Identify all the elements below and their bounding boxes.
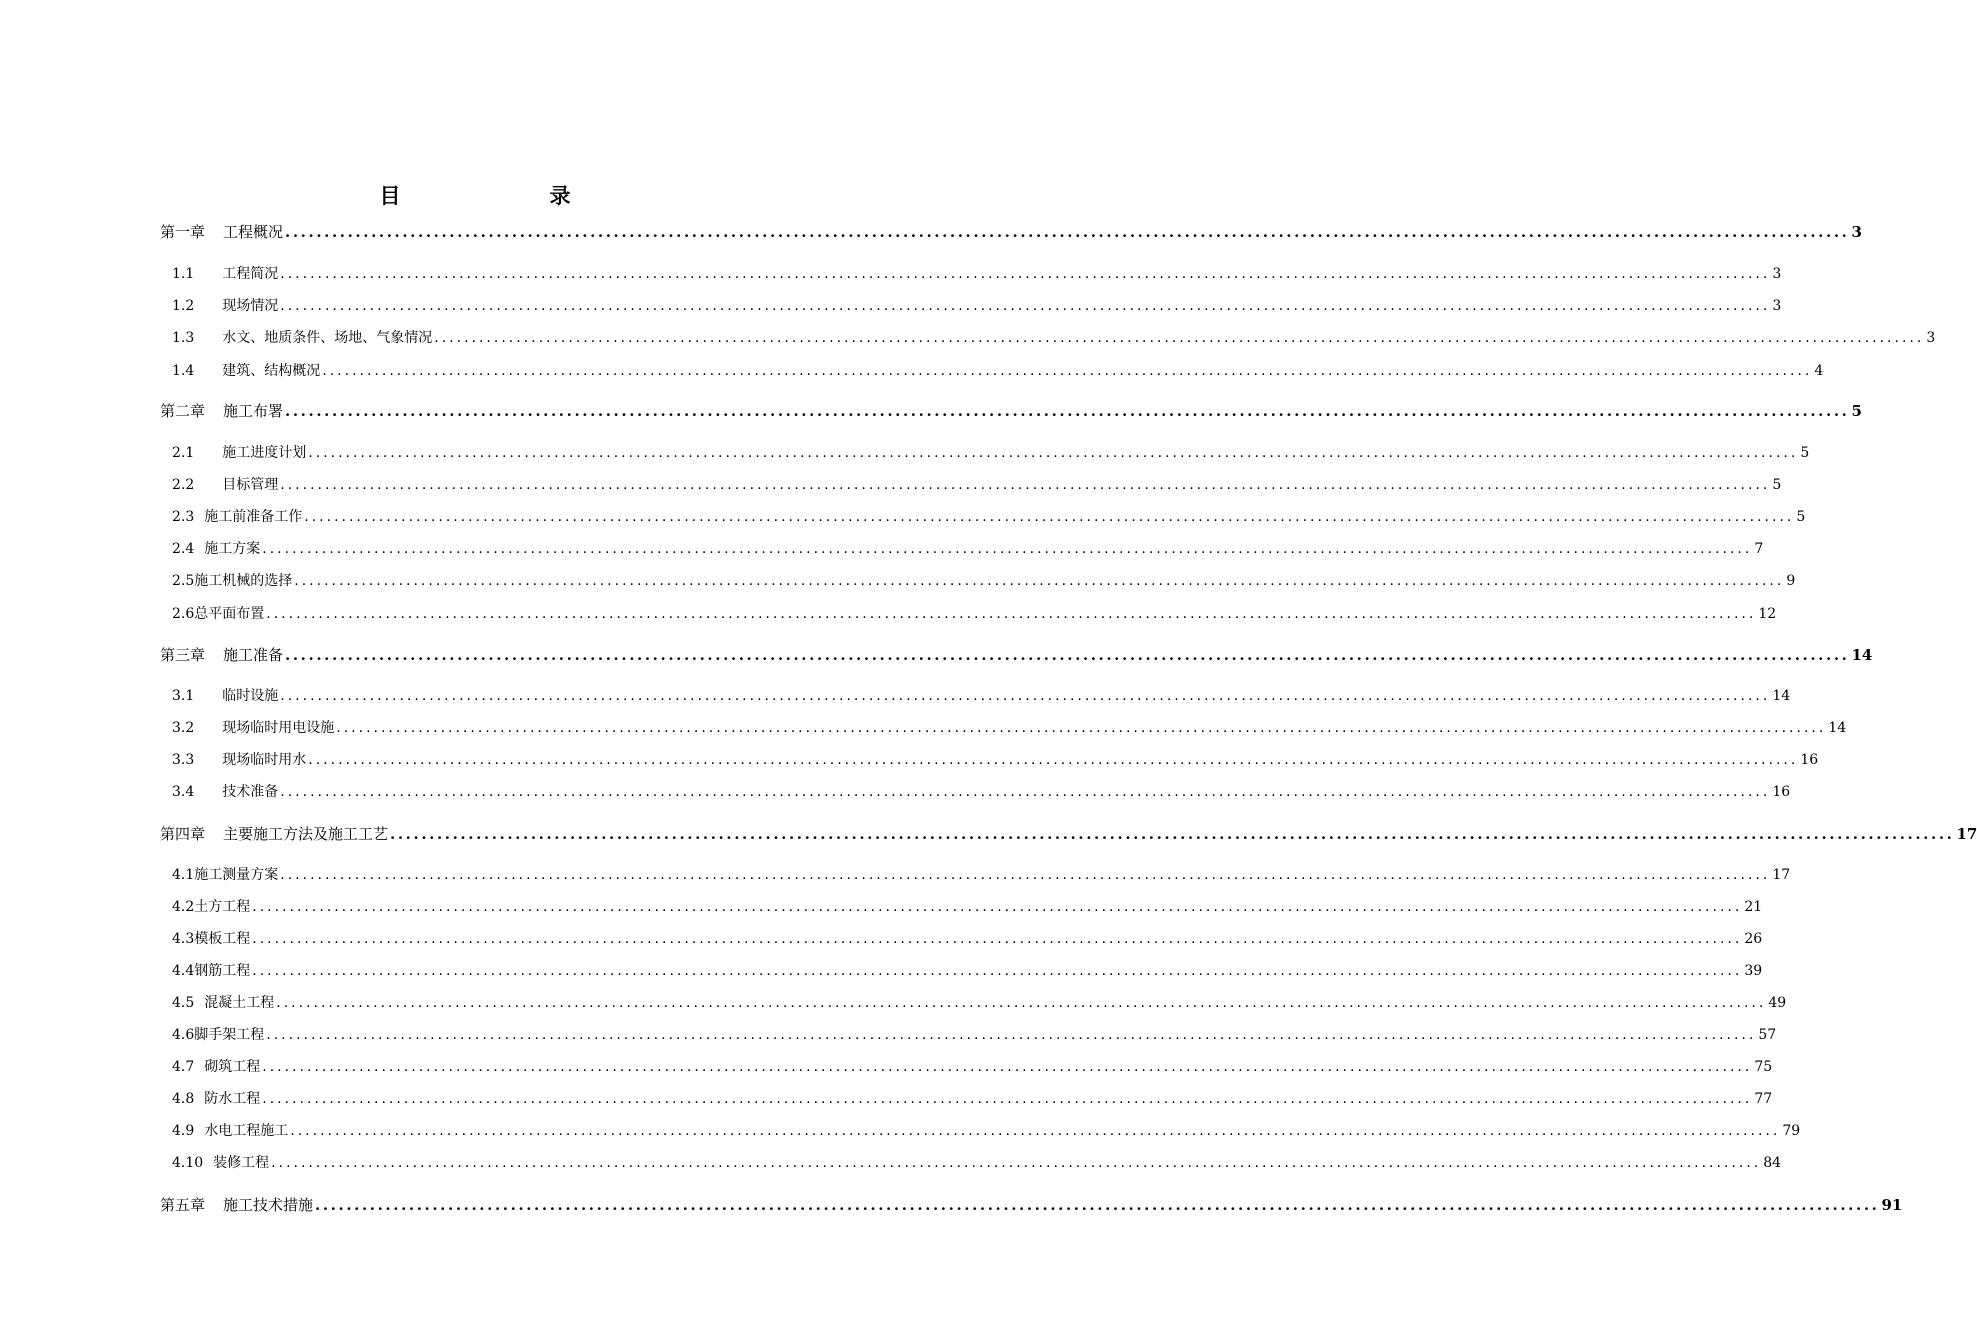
toc-section-entry[interactable] bbox=[172, 359, 1824, 383]
dot-leader: ........................................................................................................................................................................................................ bbox=[271, 1155, 1762, 1171]
toc-entry-heading bbox=[172, 505, 302, 529]
toc-entry-page-number: 7 bbox=[1754, 541, 1764, 557]
toc-entry-label: 总平面布置 bbox=[194, 606, 265, 622]
toc-entry-label: 模板工程 bbox=[194, 931, 251, 947]
toc-entry-page-number: 16 bbox=[1800, 752, 1819, 768]
toc-entry-number: 2.6 bbox=[172, 606, 195, 622]
toc-entry-number: 4.1 bbox=[172, 867, 195, 883]
toc-entry-heading bbox=[172, 1055, 260, 1079]
toc-section-entry[interactable] bbox=[172, 537, 1764, 561]
toc-entry-number: 4.2 bbox=[172, 899, 195, 915]
dot-leader: ........................................................................................................................................................................................................ bbox=[315, 1196, 1880, 1214]
toc-chapter-entry[interactable] bbox=[160, 220, 1862, 244]
toc-entry-page-number: 3 bbox=[1851, 223, 1862, 241]
toc-entry-heading bbox=[172, 537, 260, 561]
toc-section-entry[interactable] bbox=[172, 1055, 1773, 1079]
toc-entry-label: 混凝土工程 bbox=[204, 995, 275, 1011]
toc-section-entry[interactable] bbox=[172, 716, 1847, 740]
toc-entry-heading bbox=[172, 748, 306, 772]
toc-entry-number: 1.2 bbox=[172, 298, 195, 314]
toc-section-entry[interactable] bbox=[172, 895, 1763, 919]
toc-section-entry[interactable] bbox=[172, 863, 1791, 887]
toc-entry-heading bbox=[172, 1087, 260, 1111]
dot-leader: ........................................................................................................................................................................................................ bbox=[280, 867, 1771, 883]
toc-entry-page-number: 49 bbox=[1768, 995, 1787, 1011]
toc-entry-heading bbox=[172, 684, 278, 708]
toc-entry-page-number: 21 bbox=[1744, 899, 1763, 915]
dot-leader: ........................................................................................................................................................................................................ bbox=[280, 298, 1771, 314]
toc-section-entry[interactable] bbox=[172, 441, 1810, 465]
toc-entry-page-number: 84 bbox=[1763, 1155, 1782, 1171]
toc-entry-page-number: 5 bbox=[1800, 445, 1810, 461]
toc-entry-page-number: 17 bbox=[1956, 825, 1977, 843]
toc-entry-page-number: 5 bbox=[1851, 402, 1862, 420]
toc-section-entry[interactable] bbox=[172, 505, 1806, 529]
dot-leader: ........................................................................................................................................................................................................ bbox=[390, 825, 1955, 843]
toc-entry-label: 施工前准备工作 bbox=[204, 509, 303, 525]
toc-entry-number: 2.5 bbox=[172, 573, 195, 589]
toc-entry-heading bbox=[172, 326, 432, 350]
toc-entry-heading bbox=[172, 1023, 264, 1047]
toc-entry-heading bbox=[160, 822, 388, 846]
dot-leader: ........................................................................................................................................................................................................ bbox=[266, 606, 1757, 622]
toc-entry-number: 1.3 bbox=[172, 330, 195, 346]
toc-entry-label: 目标管理 bbox=[222, 477, 279, 493]
toc-entry-number: 4.6 bbox=[172, 1027, 195, 1043]
dot-leader: ........................................................................................................................................................................................................ bbox=[322, 363, 1813, 379]
dot-leader: ........................................................................................................................................................................................................ bbox=[290, 1123, 1781, 1139]
toc-section-entry[interactable] bbox=[172, 991, 1787, 1015]
toc-entry-label: 施工方案 bbox=[204, 541, 261, 557]
dot-leader: ........................................................................................................................................................................................................ bbox=[262, 1059, 1753, 1075]
toc-entry-number: 4.9 bbox=[172, 1123, 195, 1139]
toc-entry-number: 第四章 bbox=[160, 825, 206, 843]
toc-entry-number: 2.2 bbox=[172, 477, 195, 493]
toc-entry-heading bbox=[172, 895, 250, 919]
toc-entry-heading bbox=[172, 294, 278, 318]
toc-chapter-entry[interactable] bbox=[160, 1193, 1903, 1217]
toc-entry-page-number: 12 bbox=[1758, 606, 1777, 622]
dot-leader: ........................................................................................................................................................................................................ bbox=[308, 752, 1799, 768]
toc-chapter-entry[interactable] bbox=[160, 643, 1873, 667]
dot-leader: ........................................................................................................................................................................................................ bbox=[434, 330, 1925, 346]
toc-entry-heading bbox=[172, 991, 274, 1015]
dot-leader: ........................................................................................................................................................................................................ bbox=[280, 688, 1771, 704]
dot-leader: ........................................................................................................................................................................................................ bbox=[266, 1027, 1757, 1043]
toc-section-entry[interactable] bbox=[172, 1119, 1801, 1143]
toc-entry-label: 建筑、结构概况 bbox=[222, 363, 321, 379]
dot-leader: ........................................................................................................................................................................................................ bbox=[308, 445, 1799, 461]
toc-entry-number: 1.1 bbox=[172, 266, 195, 282]
toc-section-entry[interactable] bbox=[172, 1087, 1773, 1111]
dot-leader: ........................................................................................................................................................................................................ bbox=[285, 223, 1850, 241]
dot-leader: ........................................................................................................................................................................................................ bbox=[280, 784, 1771, 800]
toc-entry-page-number: 91 bbox=[1881, 1196, 1903, 1214]
toc-entry-number: 3.3 bbox=[172, 752, 195, 768]
toc-entry-number: 4.7 bbox=[172, 1059, 195, 1075]
toc-section-entry[interactable] bbox=[172, 748, 1819, 772]
toc-entry-page-number: 3 bbox=[1772, 298, 1782, 314]
toc-entry-page-number: 57 bbox=[1758, 1027, 1777, 1043]
dot-leader: ........................................................................................................................................................................................................ bbox=[304, 509, 1795, 525]
toc-entry-page-number: 14 bbox=[1828, 720, 1847, 736]
toc-entry-label: 施工测量方案 bbox=[194, 867, 279, 883]
toc-entry-label: 主要施工方法及施工工艺 bbox=[223, 825, 389, 843]
toc-entry-page-number: 3 bbox=[1772, 266, 1782, 282]
toc-entry-page-number: 77 bbox=[1754, 1091, 1773, 1107]
toc-section-entry[interactable] bbox=[172, 294, 1782, 318]
toc-entry-label: 施工布署 bbox=[223, 402, 284, 420]
toc-entry-label: 砌筑工程 bbox=[204, 1059, 261, 1075]
toc-chapter-entry[interactable] bbox=[160, 822, 1977, 846]
toc-entry-label: 水电工程施工 bbox=[204, 1123, 289, 1139]
toc-entry-heading bbox=[172, 441, 306, 465]
dot-leader: ........................................................................................................................................................................................................ bbox=[252, 963, 1743, 979]
page-title: 目 录 bbox=[379, 183, 635, 208]
toc-section-entry[interactable] bbox=[172, 602, 1777, 626]
toc-entry-heading bbox=[172, 780, 278, 804]
toc-entry-number: 3.1 bbox=[172, 688, 195, 704]
dot-leader: ........................................................................................................................................................................................................ bbox=[276, 995, 1767, 1011]
toc-entry-heading bbox=[160, 220, 283, 244]
toc-entry-heading bbox=[172, 359, 320, 383]
toc-section-entry[interactable] bbox=[172, 262, 1782, 286]
toc-entry-heading bbox=[172, 927, 250, 951]
toc-entry-page-number: 5 bbox=[1772, 477, 1782, 493]
toc-entry-heading bbox=[160, 1193, 313, 1217]
toc-section-entry[interactable] bbox=[172, 959, 1763, 983]
toc-entry-page-number: 39 bbox=[1744, 963, 1763, 979]
toc-entry-page-number: 4 bbox=[1814, 363, 1824, 379]
toc-entry-heading bbox=[172, 959, 250, 983]
toc-section-entry[interactable] bbox=[172, 326, 1936, 350]
toc-section-entry[interactable] bbox=[172, 780, 1791, 804]
dot-leader: ........................................................................................................................................................................................................ bbox=[252, 931, 1743, 947]
dot-leader: ........................................................................................................................................................................................................ bbox=[336, 720, 1827, 736]
toc-entry-page-number: 14 bbox=[1851, 646, 1873, 664]
toc-entry-number: 4.3 bbox=[172, 931, 195, 947]
toc-entry-number: 3.4 bbox=[172, 784, 195, 800]
toc-entry-heading bbox=[172, 1119, 288, 1143]
toc-entry-page-number: 79 bbox=[1782, 1123, 1801, 1139]
toc-entry-heading bbox=[172, 863, 278, 887]
toc-entry-label: 施工进度计划 bbox=[222, 445, 307, 461]
dot-leader: ........................................................................................................................................................................................................ bbox=[294, 573, 1785, 589]
toc-entry-label: 现场临时用电设施 bbox=[222, 720, 335, 736]
toc-entry-label: 装修工程 bbox=[213, 1155, 270, 1171]
toc-entry-number: 4.8 bbox=[172, 1091, 195, 1107]
toc-entry-label: 临时设施 bbox=[222, 688, 279, 704]
toc-entry-label: 施工准备 bbox=[223, 646, 284, 664]
toc-entry-label: 现场临时用水 bbox=[222, 752, 307, 768]
dot-leader: ........................................................................................................................................................................................................ bbox=[280, 477, 1771, 493]
toc-entry-label: 脚手架工程 bbox=[194, 1027, 265, 1043]
toc-entry-number: 2.1 bbox=[172, 445, 195, 461]
toc-entry-heading bbox=[172, 716, 334, 740]
toc-entry-label: 工程简况 bbox=[222, 266, 279, 282]
toc-entry-label: 技术准备 bbox=[222, 784, 279, 800]
toc-chapter-entry[interactable] bbox=[160, 399, 1862, 423]
toc-entry-number: 第二章 bbox=[160, 402, 206, 420]
toc-entry-page-number: 9 bbox=[1786, 573, 1796, 589]
toc-entry-page-number: 14 bbox=[1772, 688, 1791, 704]
toc-entry-number: 4.5 bbox=[172, 995, 195, 1011]
toc-entry-label: 防水工程 bbox=[204, 1091, 261, 1107]
toc-entry-heading bbox=[172, 1151, 269, 1175]
toc-entry-page-number: 16 bbox=[1772, 784, 1791, 800]
toc-entry-heading bbox=[160, 399, 283, 423]
toc-entry-label: 施工机械的选择 bbox=[194, 573, 293, 589]
toc-entry-page-number: 26 bbox=[1744, 931, 1763, 947]
toc-entry-heading bbox=[172, 569, 292, 593]
toc-entry-number: 1.4 bbox=[172, 363, 195, 379]
dot-leader: ........................................................................................................................................................................................................ bbox=[285, 646, 1850, 664]
toc-entry-number: 第五章 bbox=[160, 1196, 206, 1214]
toc-entry-number: 4.4 bbox=[172, 963, 195, 979]
toc-entry-page-number: 3 bbox=[1926, 330, 1936, 346]
toc-entry-heading bbox=[160, 643, 283, 667]
dot-leader: ........................................................................................................................................................................................................ bbox=[285, 402, 1850, 420]
toc-section-entry[interactable] bbox=[172, 1023, 1777, 1047]
toc-entry-page-number: 17 bbox=[1772, 867, 1791, 883]
toc-section-entry[interactable] bbox=[172, 1151, 1782, 1175]
toc-entry-number: 2.4 bbox=[172, 541, 195, 557]
toc-entry-number: 2.3 bbox=[172, 509, 195, 525]
toc-entry-heading bbox=[172, 262, 278, 286]
toc-entry-heading bbox=[172, 473, 278, 497]
dot-leader: ........................................................................................................................................................................................................ bbox=[262, 1091, 1753, 1107]
toc-entry-label: 水文、地质条件、场地、气象情况 bbox=[222, 330, 433, 346]
dot-leader: ........................................................................................................................................................................................................ bbox=[280, 266, 1771, 282]
toc-entry-number: 第一章 bbox=[160, 223, 206, 241]
toc-entry-page-number: 75 bbox=[1754, 1059, 1773, 1075]
toc-entry-label: 现场情况 bbox=[222, 298, 279, 314]
toc-entry-number: 4.10 bbox=[172, 1155, 204, 1171]
toc-entry-number: 第三章 bbox=[160, 646, 206, 664]
toc-entry-number: 3.2 bbox=[172, 720, 195, 736]
toc-section-entry[interactable] bbox=[172, 473, 1782, 497]
toc-entry-heading bbox=[172, 602, 264, 626]
dot-leader: ........................................................................................................................................................................................................ bbox=[262, 541, 1753, 557]
toc-entry-label: 工程概况 bbox=[223, 223, 284, 241]
toc-entry-label: 钢筋工程 bbox=[194, 963, 251, 979]
toc-section-entry[interactable] bbox=[172, 684, 1791, 708]
toc-section-entry[interactable] bbox=[172, 569, 1796, 593]
toc-entry-label: 施工技术措施 bbox=[223, 1196, 314, 1214]
toc-entry-page-number: 5 bbox=[1796, 509, 1806, 525]
toc-section-entry[interactable] bbox=[172, 927, 1763, 951]
dot-leader: ........................................................................................................................................................................................................ bbox=[252, 899, 1743, 915]
toc-entry-label: 土方工程 bbox=[194, 899, 251, 915]
